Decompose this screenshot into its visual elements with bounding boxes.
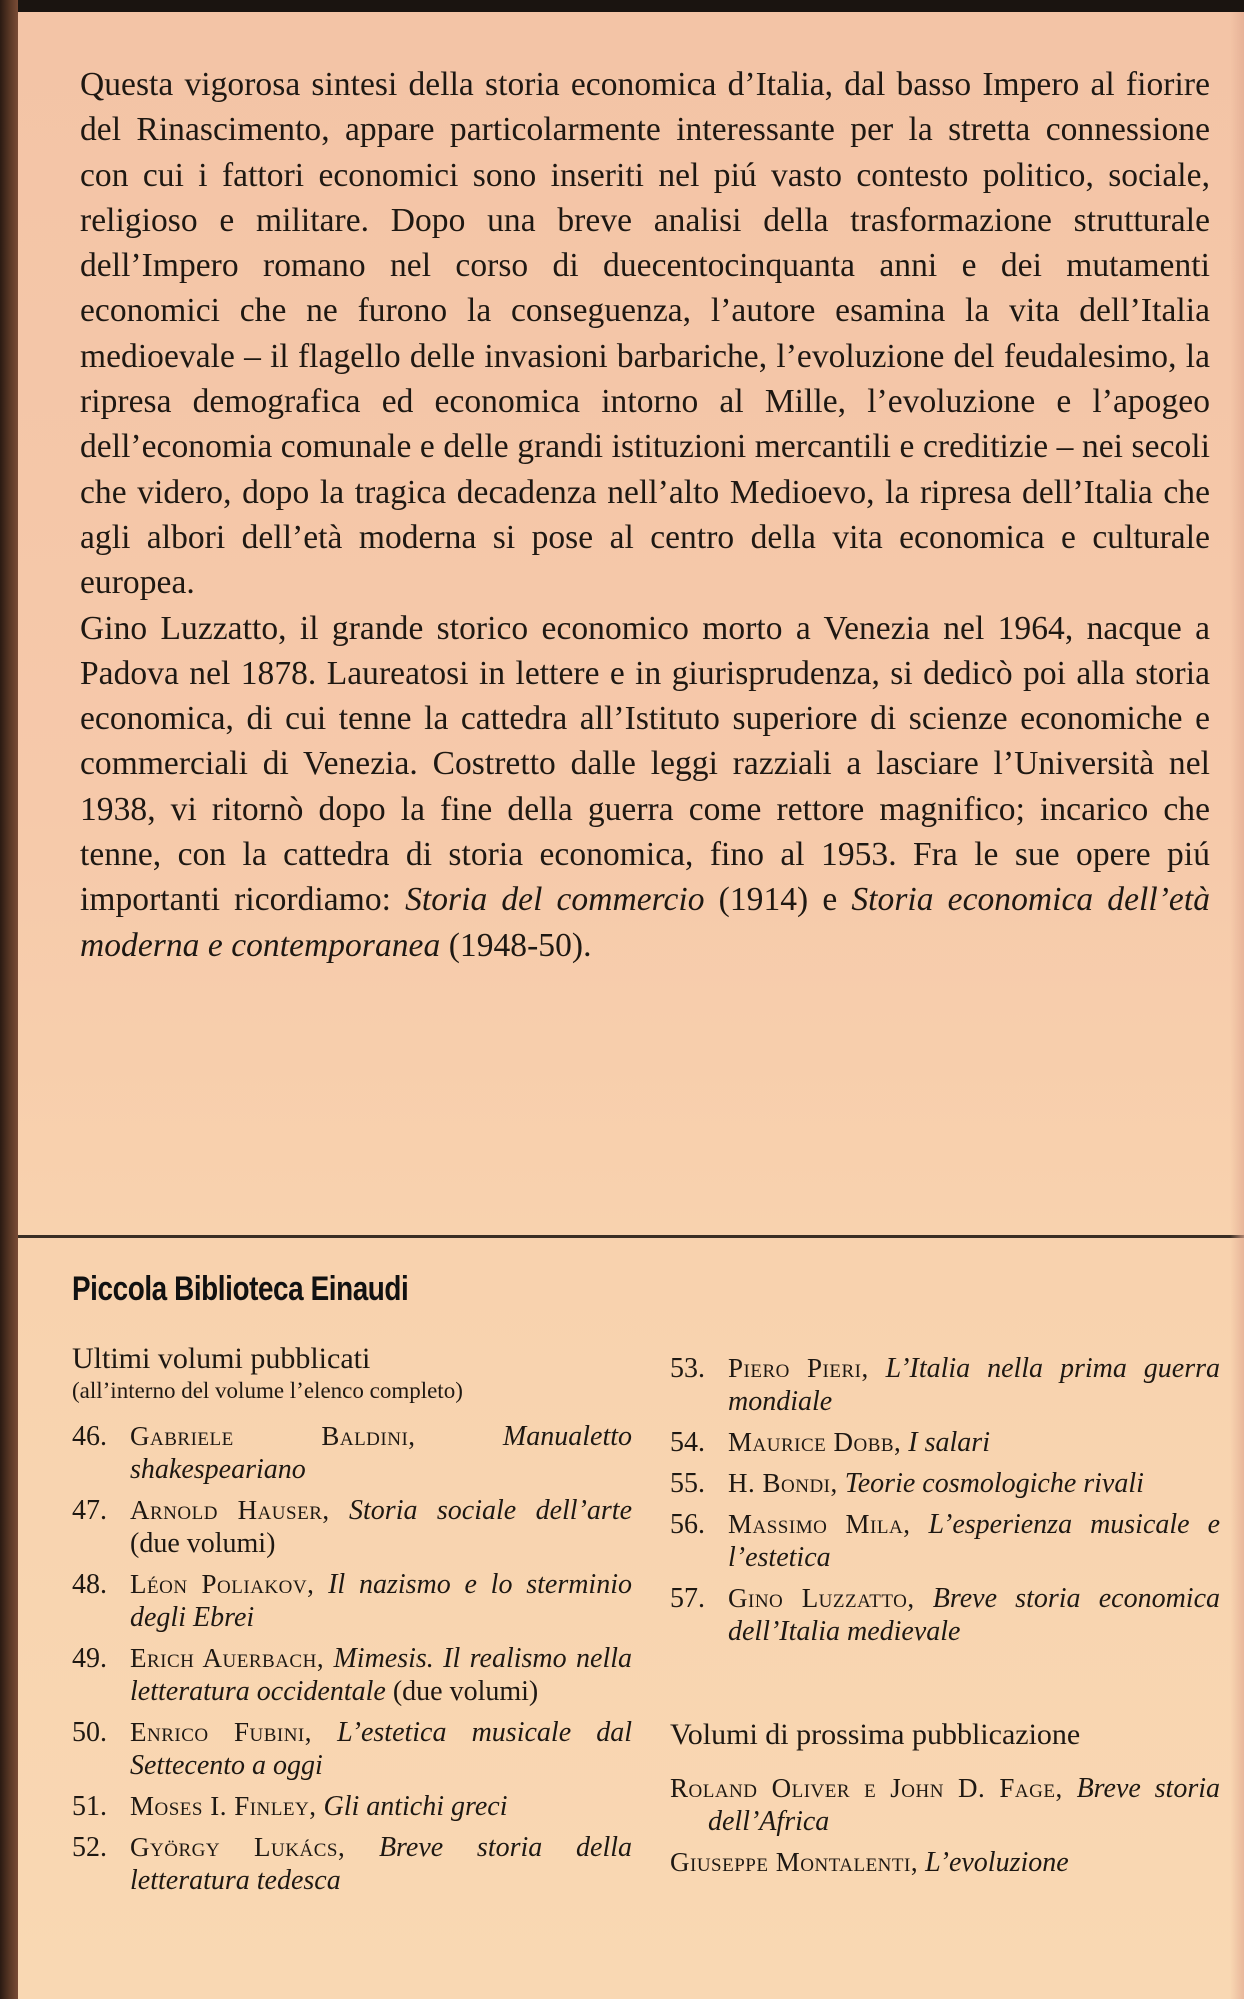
work-title-storia-economica: Storia economica dell’età moderna e contemporanea: [80, 881, 1211, 964]
recent-volumes-list-left: [72, 1420, 632, 1897]
volume-entry: [72, 1716, 632, 1782]
recent-volumes-heading: Ultimi volumi pubblicati: [72, 1342, 371, 1375]
volume-entry: [72, 1642, 632, 1708]
volume-entry: [670, 1352, 1220, 1418]
volume-author: Gabriele Baldini,: [130, 1421, 416, 1451]
upcoming-volumes-heading: Volumi di prossima pubblicazione: [670, 1718, 1081, 1751]
volume-title: Mimesis. Il realismo nella letteratura occidentale: [130, 1643, 633, 1707]
volume-title: L’evoluzione: [925, 1847, 1069, 1878]
volume-entry: [72, 1494, 632, 1560]
volume-title: Breve storia della letteratura tedesca: [130, 1832, 633, 1896]
volume-author: Massimo Mila,: [728, 1509, 911, 1539]
volume-num: 57.: [670, 1583, 705, 1614]
volume-num: 52.: [72, 1832, 107, 1863]
work-year-1: (1914) e: [704, 881, 852, 919]
volume-num: 46.: [72, 1421, 107, 1452]
volume-author: Piero Pieri,: [728, 1353, 869, 1383]
volume-title: L’esperienza musicale e l’estetica: [728, 1509, 1221, 1573]
volume-entry: [670, 1467, 1220, 1500]
volume-entry: [72, 1790, 632, 1823]
recent-volumes-subheading: (all’interno del volume l’elenco completo): [72, 1378, 463, 1403]
volume-entry: [670, 1508, 1220, 1574]
volume-title: Teorie cosmologiche rivali: [844, 1468, 1144, 1499]
volume-entry: [72, 1831, 632, 1897]
upcoming-volumes-list: [670, 1772, 1220, 1879]
volume-entry: [670, 1426, 1220, 1459]
author-bio-text: Gino Luzzatto, il grande storico economico morto a Venezia nel 1964, nacque a Padova nel 1878. Laureatosi in lettere e in giurisprudenza, si dedicò poi alla storia economica, di cui tenne la cattedra all’Istituto superiore di scienze economiche e commerciali di Venezia. Costretto dalle leggi razziali a lasciare l’Università nel 1938, vi ritornò dopo la fine della guerra come rettore magnifico; incarico che tenne, con la cattedra di storia economica, fino al 1953. Fra le sue opere piú importanti ricordiamo:: [80, 609, 1210, 919]
volume-entry: [72, 1420, 632, 1486]
volume-author: Arnold Hauser,: [130, 1495, 330, 1525]
volume-author: Moses I. Finley,: [130, 1791, 317, 1821]
volume-author: Gino Luzzatto,: [728, 1583, 915, 1613]
volume-num: 50.: [72, 1717, 107, 1748]
volume-author: Maurice Dobb,: [728, 1427, 902, 1457]
recent-volumes-column-left: [72, 1342, 632, 1905]
volume-title: Breve storia economica dell’Italia medievale: [728, 1583, 1220, 1647]
volume-author: Roland Oliver e John D. Fage,: [670, 1773, 1063, 1803]
recent-volumes-list-right: [670, 1352, 1220, 1648]
volume-num: 55.: [670, 1468, 705, 1499]
section-divider: [18, 1235, 1244, 1238]
volume-num: 56.: [670, 1509, 705, 1540]
volume-num: 48.: [72, 1569, 107, 1600]
volume-title: L’Italia nella prima guerra mondiale: [728, 1353, 1221, 1417]
book-spine-edge: [0, 0, 18, 1999]
series-title: Piccola Biblioteca Einaudi: [72, 1270, 409, 1308]
volume-author: H. Bondi,: [728, 1468, 838, 1498]
volume-title: Breve storia dell’Africa: [708, 1773, 1220, 1837]
volume-note: (due volumi): [385, 1676, 539, 1707]
volume-num: 51.: [72, 1791, 107, 1822]
volume-author: Enrico Fubini,: [130, 1717, 312, 1747]
recent-volumes-column-right: [670, 1352, 1220, 1887]
volume-author: Léon Poliakov,: [130, 1569, 315, 1599]
blurb-paragraph-summary: Questa vigorosa sintesi della storia economica d’Italia, dal basso Impero al fiorire del Rinascimento, appare particolarmente interessante per la stretta connessione con cui i fattori economici sono inseriti nel piú vasto contesto politico, sociale, religioso e militare. Dopo una breve analisi della trasformazione strutturale dell’Impero romano nel corso di duecentocinquanta anni e dei mutamenti economici che ne furono la conseguenza, l’autore esamina la vita dell’Italia medioevale – il flagello delle invasioni barbariche, l’evoluzione del feudalesimo, la ripresa demografica ed economica intorno al Mille, l’evoluzione e l’apogeo dell’economia comunale e delle grandi istituzioni mercantili e creditizie – nei secoli che videro, dopo la tragica decadenza nell’alto Medioevo, la ripresa dell’Italia che agli albori dell’età moderna si pose al centro della vita economica e culturale europea.: [80, 66, 1210, 602]
blurb-paragraph-author-bio: [80, 606, 1210, 968]
upcoming-volume-entry: [670, 1772, 1220, 1838]
back-cover-blurb: [80, 62, 1210, 968]
volume-title: Il nazismo e lo sterminio degli Ebrei: [130, 1569, 632, 1633]
volume-entry: [670, 1582, 1220, 1648]
volume-title: Storia sociale dell’arte: [349, 1495, 632, 1526]
book-back-cover: [18, 12, 1244, 1999]
volume-entry: [72, 1568, 632, 1634]
volume-author: Giuseppe Montalenti,: [670, 1847, 919, 1877]
volume-title: L’estetica musicale dal Settecento a oggi: [130, 1717, 632, 1781]
volume-title: Gli antichi greci: [323, 1791, 508, 1822]
upcoming-volume-entry: [670, 1846, 1220, 1879]
work-title-storia-del-commercio: Storia del commercio: [405, 881, 705, 919]
volume-author: Erich Auerbach,: [130, 1643, 325, 1673]
volume-num: 53.: [670, 1353, 705, 1384]
volume-note: (due volumi): [130, 1528, 276, 1559]
volume-num: 47.: [72, 1495, 107, 1526]
volume-author: György Lukács,: [130, 1832, 346, 1862]
work-year-2: (1948-50).: [440, 926, 592, 964]
volume-num: 54.: [670, 1427, 705, 1458]
volume-num: 49.: [72, 1643, 107, 1674]
volume-title: I salari: [908, 1427, 990, 1458]
volume-title: Manualetto shakespeariano: [130, 1421, 632, 1485]
